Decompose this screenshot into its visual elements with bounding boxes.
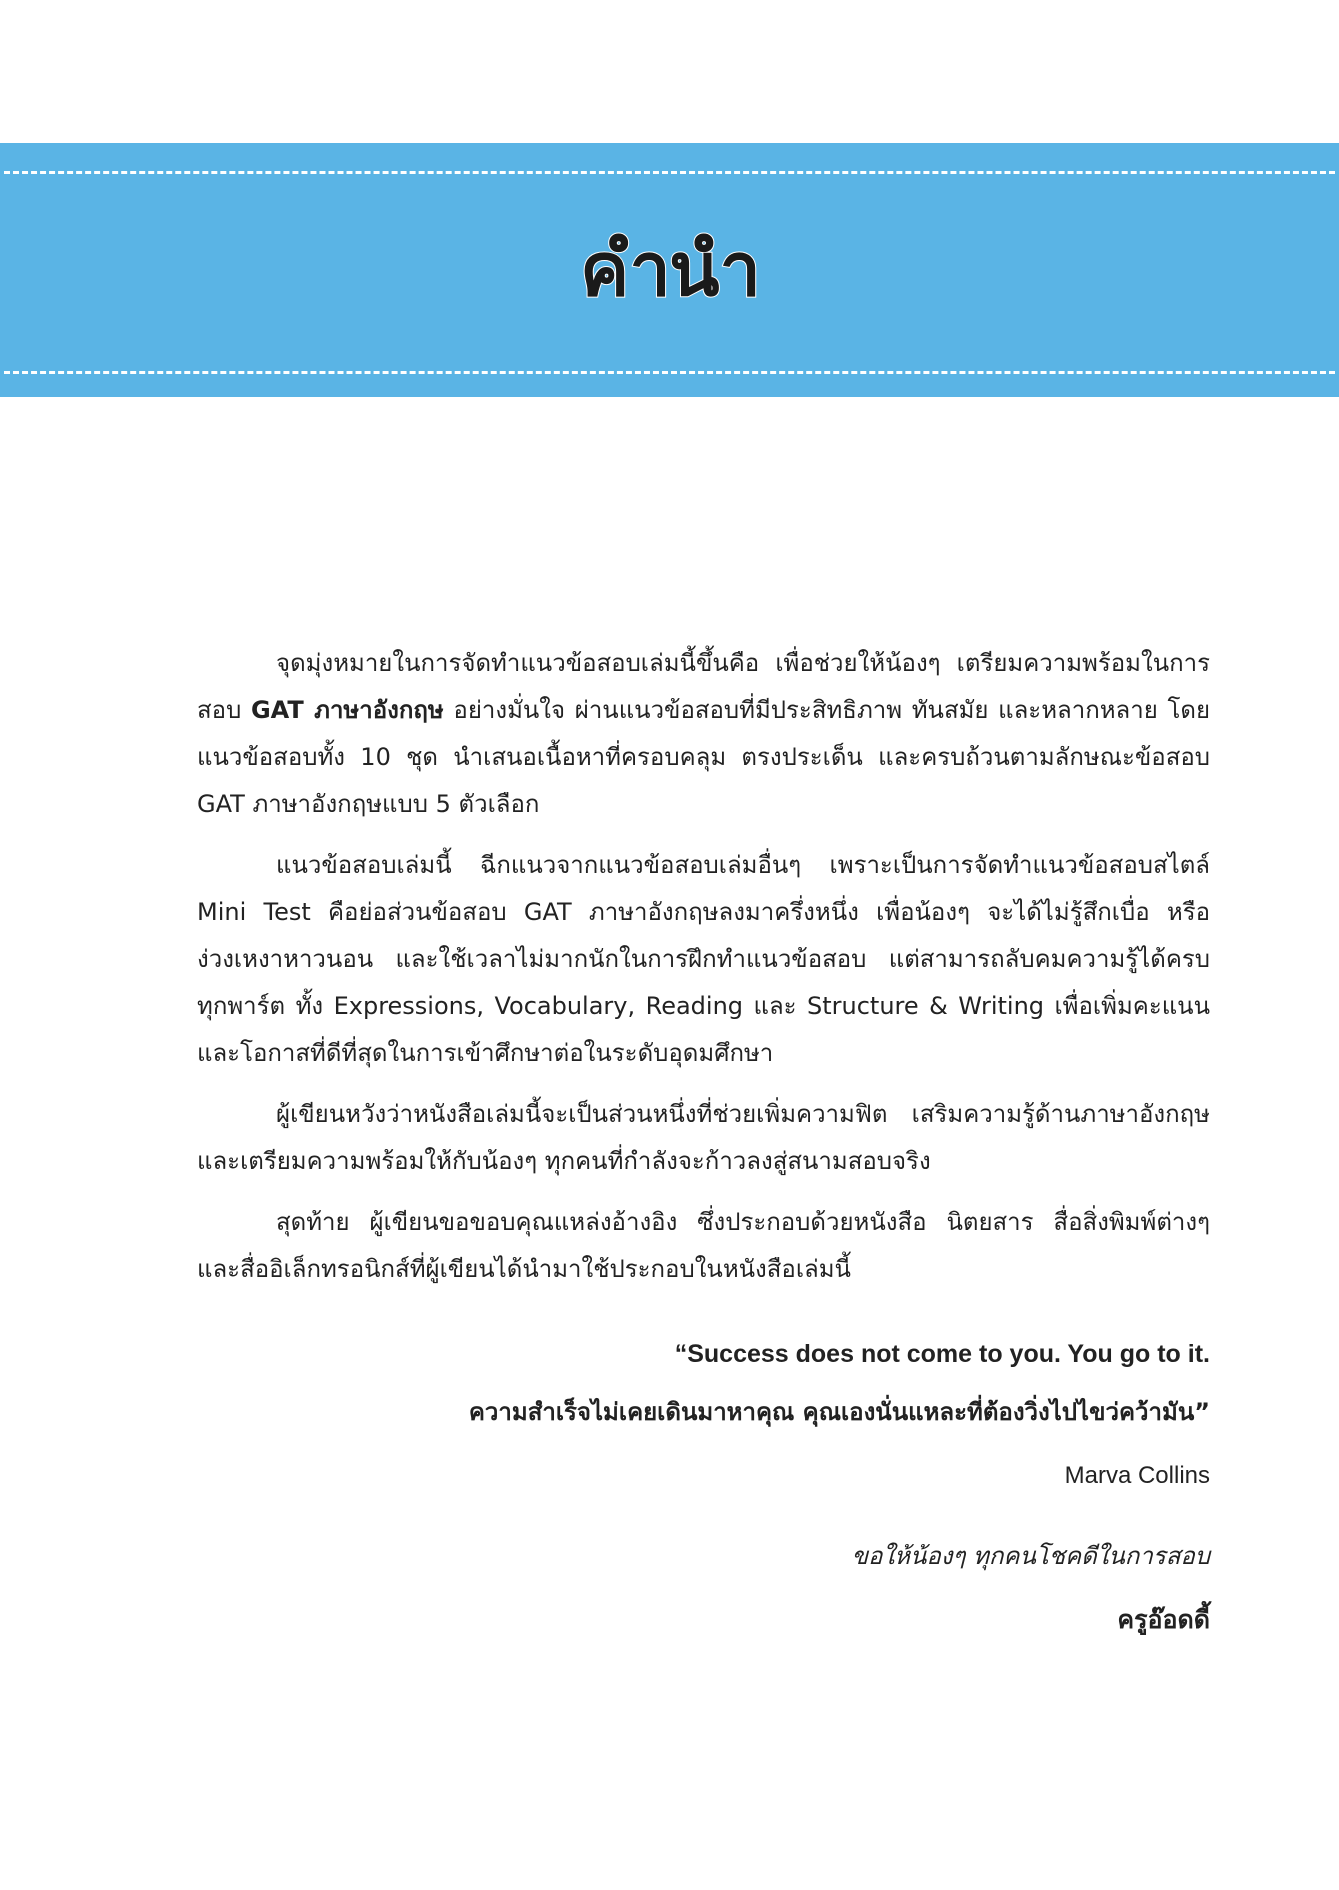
paragraph-purpose-text-2: อย่างมั่นใจ ผ่านแนวข้อสอบที่มีประสิทธิภาพ ทันสมัย และหลากหลาย โดยแนวข้อสอบทั้ง 10 ชุด นำเสนอเนื้อหาที่ครอบคลุม ตรงประเด็น และครบถ้วนตามลักษณะข้อสอบ GAT ภาษาอังกฤษแบบ 5 ตัวเลือก xyxy=(197,696,1210,818)
quote-author: Marva Collins xyxy=(1064,1462,1210,1489)
paragraph-thanks: สุดท้าย ผู้เขียนขอขอบคุณแหล่งอ้างอิง ซึ่งประกอบด้วยหนังสือ นิตยสาร สื่อสิ่งพิมพ์ต่างๆ และสื่ออิเล็กทรอนิกส์ที่ผู้เขียนได้นำมาใช้ประกอบในหนังสือเล่มนี้ xyxy=(197,1208,1210,1283)
closing-wish: ขอให้น้องๆ ทุกคนโชคดีในการสอบ xyxy=(851,1542,1210,1570)
paragraph-purpose-bold: GAT ภาษาอังกฤษ xyxy=(250,696,444,724)
banner-dashed-line-top xyxy=(4,171,1335,174)
preface-content xyxy=(197,640,1210,1638)
paragraph-mini-test: แนวข้อสอบเล่มนี้ ฉีกแนวจากแนวข้อสอบเล่มอื่นๆ เพราะเป็นการจัดทำแนวข้อสอบสไตล์ Mini Test คือย่อส่วนข้อสอบ GAT ภาษาอังกฤษลงมาครึ่งหนึ่ง เพื่อน้องๆ จะได้ไม่รู้สึกเบื่อ หรือง่วงเหงาหาวนอน และใช้เวลาไม่มากนักในการฝึกทำแนวข้อสอบ แต่สามารถลับคมความรู้ได้ครบทุกพาร์ต ทั้ง Expressions, Vocabulary, Reading และ Structure & Writing เพื่อเพิ่มคะแนนและโอกาสที่ดีที่สุดในการเข้าศึกษาต่อในระดับอุดมศึกษา xyxy=(197,851,1210,1067)
paragraph-hope: ผู้เขียนหวังว่าหนังสือเล่มนี้จะเป็นส่วนหนึ่งที่ช่วยเพิ่มความฟิต เสริมความรู้ด้านภาษาอังกฤษ และเตรียมความพร้อมให้กับน้องๆ ทุกคนที่กำลังจะก้าวลงสู่สนามสอบจริง xyxy=(197,1100,1210,1175)
paragraph-purpose-text-1: จุดมุ่งหมายในการจัดทำแนวข้อสอบเล่มนี้ขึ้นคือ เพื่อช่วยให้น้องๆ เตรียมความพร้อมในการสอบ xyxy=(197,649,1210,724)
title-banner xyxy=(0,143,1339,397)
page-title: คำนำ xyxy=(579,227,760,313)
quote-english: “Success does not come to you. You go to it. xyxy=(674,1340,1210,1368)
quote-block xyxy=(197,1336,1210,1494)
paragraph-purpose xyxy=(197,640,1210,828)
quote-thai: ความสำเร็จไม่เคยเดินมาหาคุณ คุณเองนั่นแหละที่ต้องวิ่งไปไขว่คว้ามัน” xyxy=(468,1398,1210,1426)
author-signature: ครูอ๊อดดี้ xyxy=(1117,1605,1210,1634)
banner-dashed-line-bottom xyxy=(4,371,1335,374)
